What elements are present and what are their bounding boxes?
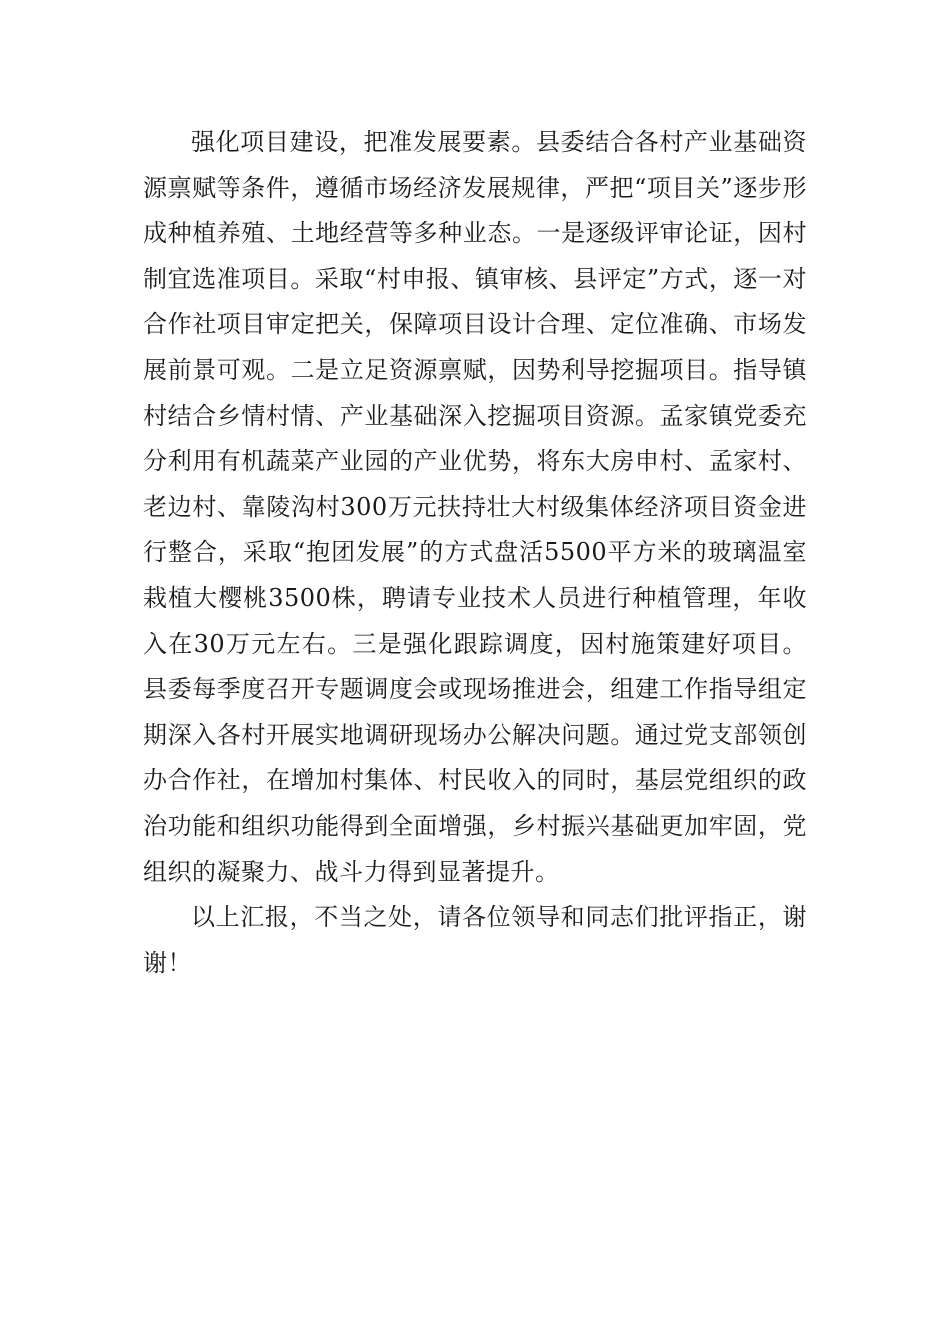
paragraph-project-building: 强化项目建设，把准发展要素。县委结合各村产业基础资源禀赋等条件，遵循市场经济发展规律，严把“项目关”逐步形成种植养殖、土地经营等多种业态。一是逐级评审论证，因村制宜选准项目。采取“村申报、镇审核、县评定”方式，逐一对合作社项目审定把关，保障项目设计合理、定位准确、市场发展前景可观。二是立足资源禀赋，因势利导挖掘项目。指导镇村结合乡情村情、产业基础深入挖掘项目资源。孟家镇党委充分利用有机蔬菜产业园的产业优势，将东大房申村、孟家村、老边村、靠陵沟村300万元扶持壮大村级集体经济项目资金进行整合，采取“抱团发展”的方式盘活5500平方米的玻璃温室栽植大樱桃3500株，聘请专业技术人员进行种植管理，年收入在30万元左右。三是强化跟踪调度，因村施策建好项目。县委每季度召开专题调度会或现场推进会，组建工作指导组定期深入各村开展实地调研现场办公解决问题。通过党支部领创办合作社，在增加村集体、村民收入的同时，基层党组织的政治功能和组织功能得到全面增强，乡村振兴基础更加牢固，党组织的凝聚力、战斗力得到显著提升。 — [143, 128, 807, 886]
paragraph-closing: 以上汇报，不当之处，请各位领导和同志们批评指正，谢谢！ — [143, 903, 807, 977]
document-body — [143, 120, 807, 986]
